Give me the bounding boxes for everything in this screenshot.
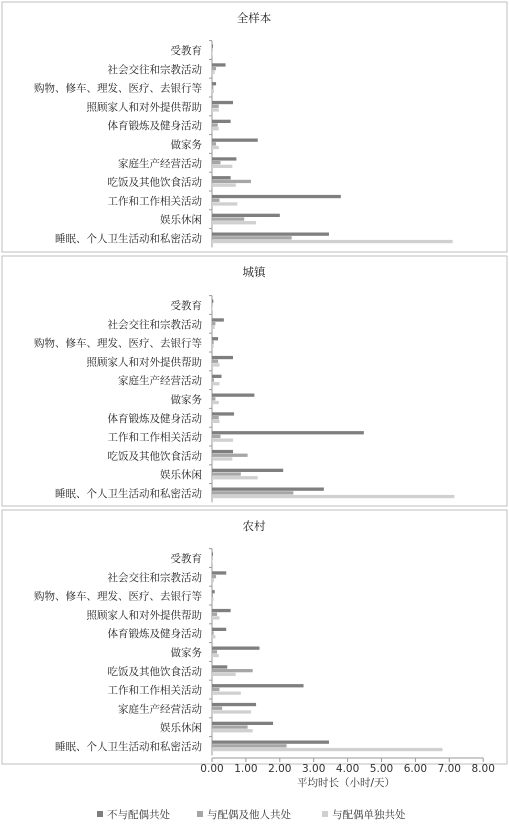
bar-not-with-spouse xyxy=(212,628,226,631)
x-tick-label: 8.00 xyxy=(471,763,495,775)
category-label: 睡眠、个人卫生活动和私密活动 xyxy=(55,233,202,245)
x-tick-label: 1.00 xyxy=(234,763,258,775)
panel-title: 城镇 xyxy=(242,265,266,279)
bar-not-with-spouse xyxy=(212,609,231,612)
bar-spouse-and-others xyxy=(212,650,217,653)
bar-not-with-spouse xyxy=(212,665,227,668)
bar-not-with-spouse xyxy=(212,703,256,706)
x-tick-label: 0.00 xyxy=(200,763,224,775)
bar-spouse-alone xyxy=(212,345,214,348)
bar-not-with-spouse xyxy=(212,176,231,179)
bar-spouse-alone xyxy=(212,326,215,329)
bar-not-with-spouse xyxy=(212,375,221,378)
x-tick-label: 5.00 xyxy=(369,763,394,775)
bar-spouse-and-others xyxy=(212,613,217,616)
bar-not-with-spouse xyxy=(212,300,213,303)
category-label: 社会交往和宗教活动 xyxy=(107,571,202,584)
bar-spouse-and-others xyxy=(212,631,214,634)
category-label: 受教育 xyxy=(170,45,202,57)
bar-spouse-and-others xyxy=(212,180,251,183)
bar-spouse-alone xyxy=(212,748,443,751)
panel-title: 农村 xyxy=(242,519,266,533)
bar-spouse-alone xyxy=(212,382,219,385)
bar-not-with-spouse xyxy=(212,45,213,48)
bar-not-with-spouse xyxy=(212,195,341,198)
bar-spouse-and-others xyxy=(212,435,220,438)
category-label: 工作和工作相关活动 xyxy=(107,195,202,208)
category-label: 受教育 xyxy=(170,553,202,565)
category-label: 做家务 xyxy=(170,139,202,151)
bar-spouse-and-others xyxy=(212,725,248,728)
bar-not-with-spouse xyxy=(212,684,304,687)
bar-spouse-and-others xyxy=(212,556,213,559)
bar-not-with-spouse xyxy=(212,157,236,160)
category-label: 受教育 xyxy=(170,300,202,312)
bar-spouse-and-others xyxy=(212,199,219,202)
bar-not-with-spouse xyxy=(212,356,233,359)
category-label: 吃饭及其他饮食活动 xyxy=(107,176,202,189)
category-label: 购物、修车、理发、医疗、去银行等 xyxy=(34,337,202,350)
category-label: 工作和工作相关活动 xyxy=(107,684,202,697)
bar-not-with-spouse xyxy=(212,139,258,142)
bar-spouse-and-others xyxy=(212,341,214,344)
bar-spouse-and-others xyxy=(212,322,215,325)
panel-frame xyxy=(2,256,507,506)
category-label: 体育锻炼及健身活动 xyxy=(107,628,202,641)
category-label: 购物、修车、理发、医疗、去银行等 xyxy=(34,82,202,95)
bar-spouse-and-others xyxy=(212,105,219,108)
bar-spouse-and-others xyxy=(212,744,287,747)
bar-not-with-spouse xyxy=(212,318,224,321)
bar-not-with-spouse xyxy=(212,571,226,574)
bar-spouse-alone xyxy=(212,579,214,582)
bar-spouse-alone xyxy=(212,363,219,366)
category-label: 娱乐休闲 xyxy=(160,214,202,227)
category-label: 家庭生产经营活动 xyxy=(118,703,202,716)
bar-not-with-spouse xyxy=(212,214,280,217)
category-label: 娱乐休闲 xyxy=(160,469,202,482)
bar-spouse-and-others xyxy=(212,217,244,220)
bar-spouse-and-others xyxy=(212,472,241,475)
category-label: 体育锻炼及健身活动 xyxy=(107,120,202,133)
x-tick-label: 4.00 xyxy=(335,763,360,775)
bar-spouse-and-others xyxy=(212,360,218,363)
bar-spouse-and-others xyxy=(212,491,293,494)
bar-spouse-alone xyxy=(212,457,232,460)
bar-spouse-alone xyxy=(212,240,453,243)
legend-swatch xyxy=(97,811,103,817)
bar-spouse-alone xyxy=(212,146,219,149)
category-label: 社会交往和宗教活动 xyxy=(107,318,202,331)
bar-spouse-alone xyxy=(212,692,241,695)
category-label: 照顾家人和对外提供帮助 xyxy=(86,609,202,622)
bar-not-with-spouse xyxy=(212,233,329,236)
category-label: 睡眠、个人卫生活动和私密活动 xyxy=(55,488,202,500)
category-label: 照顾家人和对外提供帮助 xyxy=(86,101,202,114)
category-label: 娱乐休闲 xyxy=(160,722,202,735)
bar-spouse-and-others xyxy=(212,669,253,672)
bar-spouse-alone xyxy=(212,729,253,732)
bar-not-with-spouse xyxy=(212,431,364,434)
legend-label: 与配偶单独共处 xyxy=(332,809,406,821)
bar-spouse-and-others xyxy=(212,67,216,70)
bar-spouse-alone xyxy=(212,108,219,111)
category-label: 照顾家人和对外提供帮助 xyxy=(86,356,202,369)
bar-spouse-and-others xyxy=(212,454,248,457)
category-label: 做家务 xyxy=(170,647,202,659)
legend-swatch xyxy=(197,811,203,817)
bar-not-with-spouse xyxy=(212,394,254,397)
bar-spouse-and-others xyxy=(212,303,213,306)
bar-spouse-alone xyxy=(212,560,213,563)
bar-spouse-and-others xyxy=(212,142,216,145)
x-tick-label: 6.00 xyxy=(403,763,428,775)
bar-not-with-spouse xyxy=(212,450,233,453)
bar-spouse-and-others xyxy=(212,161,220,164)
bar-spouse-and-others xyxy=(212,86,213,89)
bar-not-with-spouse xyxy=(212,722,273,725)
legend-label: 与配偶及他人共处 xyxy=(207,809,291,821)
bar-spouse-alone xyxy=(212,165,232,168)
category-label: 家庭生产经营活动 xyxy=(118,157,202,170)
category-label: 购物、修车、理发、医疗、去银行等 xyxy=(34,590,202,603)
category-label: 睡眠、个人卫生活动和私密活动 xyxy=(55,741,202,753)
bar-spouse-alone xyxy=(212,52,213,55)
bar-spouse-alone xyxy=(212,635,215,638)
bar-spouse-alone xyxy=(212,673,236,676)
bar-spouse-and-others xyxy=(212,236,292,239)
legend-swatch xyxy=(322,811,328,817)
bar-spouse-alone xyxy=(212,71,215,74)
x-axis-title: 平均时长（小时/天） xyxy=(296,777,396,789)
bar-not-with-spouse xyxy=(212,647,259,650)
bar-spouse-alone xyxy=(212,654,219,657)
bar-spouse-alone xyxy=(212,184,236,187)
bar-spouse-and-others xyxy=(212,48,213,51)
category-label: 做家务 xyxy=(170,394,202,406)
panel-title: 全样本 xyxy=(236,11,272,25)
bar-spouse-alone xyxy=(212,495,454,498)
bar-not-with-spouse xyxy=(212,412,234,415)
bar-spouse-and-others xyxy=(212,123,218,126)
panel-frame xyxy=(2,510,507,764)
x-tick-label: 2.00 xyxy=(268,763,292,775)
bar-spouse-alone xyxy=(212,439,233,442)
bar-not-with-spouse xyxy=(212,337,218,340)
bar-not-with-spouse xyxy=(212,120,231,123)
bar-spouse-and-others xyxy=(212,688,219,691)
bar-spouse-and-others xyxy=(212,594,213,597)
bar-spouse-alone xyxy=(212,90,214,93)
bar-not-with-spouse xyxy=(212,469,283,472)
bar-spouse-and-others xyxy=(212,378,214,381)
bar-spouse-alone xyxy=(212,476,258,479)
bar-spouse-alone xyxy=(212,202,237,205)
bar-spouse-and-others xyxy=(212,397,215,400)
bar-spouse-alone xyxy=(212,221,256,224)
bar-spouse-alone xyxy=(212,598,214,601)
category-label: 工作和工作相关活动 xyxy=(107,431,202,444)
category-label: 体育锻炼及健身活动 xyxy=(107,412,202,425)
bar-spouse-alone xyxy=(212,616,219,619)
category-label: 家庭生产经营活动 xyxy=(118,375,202,388)
bar-spouse-alone xyxy=(212,307,213,310)
bar-spouse-and-others xyxy=(212,575,216,578)
category-label: 吃饭及其他饮食活动 xyxy=(107,450,202,463)
category-label: 吃饭及其他饮食活动 xyxy=(107,665,202,678)
bar-spouse-alone xyxy=(212,420,219,423)
legend-label: 不与配偶共处 xyxy=(107,809,170,821)
x-tick-label: 3.00 xyxy=(302,763,326,775)
bar-spouse-and-others xyxy=(212,416,219,419)
bar-not-with-spouse xyxy=(212,741,329,744)
bar-not-with-spouse xyxy=(212,553,213,556)
bar-not-with-spouse xyxy=(212,101,233,104)
bar-spouse-and-others xyxy=(212,707,222,710)
bar-not-with-spouse xyxy=(212,63,226,66)
bar-not-with-spouse xyxy=(212,82,216,85)
bar-spouse-alone xyxy=(212,127,219,130)
bar-spouse-alone xyxy=(212,401,219,404)
bar-spouse-alone xyxy=(212,710,251,713)
bar-not-with-spouse xyxy=(212,488,324,491)
x-tick-label: 7.00 xyxy=(437,763,461,775)
bar-not-with-spouse xyxy=(212,590,215,593)
category-label: 社会交往和宗教活动 xyxy=(107,63,202,76)
